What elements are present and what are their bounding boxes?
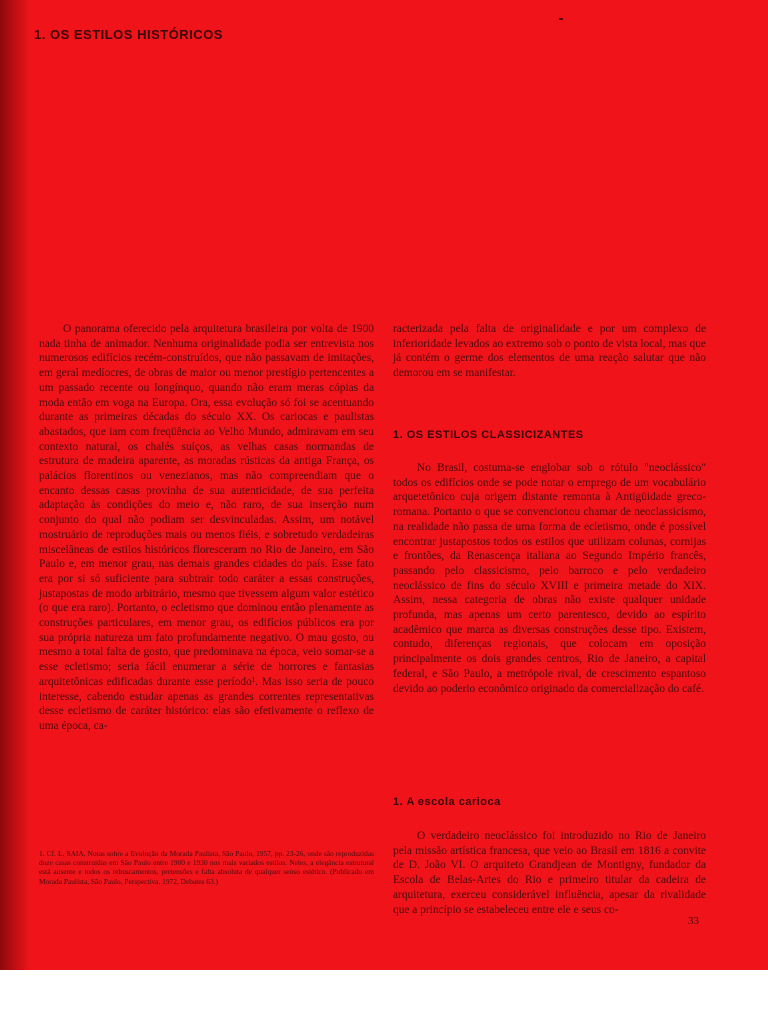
right-paragraph-3: O verdadeiro neoclássico foi introduzido no Rio de Janeiro pela missão artística francesa, que veio ao Brasil em 1816 a convite de D. João VI. O arquiteto Grandjean de Montigny, fundador da Escola de Belas-Artes do Rio e primeiro titular da cadeira de arquitetura, exerceu considerável influência, apesar da rivalidade que a princípio se estabeleceu entre ele e seus co- xyxy=(393,830,706,916)
right-column-section-2 xyxy=(393,829,706,917)
ink-speck xyxy=(559,18,563,20)
page-number: 33 xyxy=(688,915,699,927)
section-heading-classicizantes: 1. OS ESTILOS CLASSICIZANTES xyxy=(393,429,584,441)
right-column-section-1 xyxy=(393,461,706,696)
footnote: 1. Cf. L. SAIA, Notas sobre a Evolução da Morada Paulista, São Paulo, 1957, pp. 23-26, onde são reproduzidas doze casas construídas em São Paulo entre 1900 e 1930 nos mais variados estilos. Neles, a elegância estrutural está ausente e todos os rebuscamentos, pretensões e falta absoluta de qualquer senso estético. (Publicado em Morada Paulista, São Paulo, Perspectiva, 1972, Debates 63.) xyxy=(39,849,374,886)
right-paragraph-2: No Brasil, costuma-se englobar sob o rótulo "neoclássico" todos os edifícios onde se pode notar o emprego de um vocabulário arquetetônico cuja origem distante remonta à Antigüidade greco-romana. Portanto o que se convencionou chamar de neoclassicismo, na realidade não passa de uma forma de ecletismo, onde é possível encontrar justapostos todos os estilos que utilizam colunas, cornijas e frontões, da Renascença italiana ao Segundo Império francês, passando pelo classicismo, pelo barroco e pelo verdadeiro neoclássico de fins do século XVIII e primeira metade do XIX. Assim, nessa categoria de obras não existe qualquer unidade profunda, mas apenas um certo parentesco, devido ao espírito acadêmico que marca as diversas construções desse tipo. Existem, contudo, diferenças regionais, que colocam em oposição principalmente os dois grandes centros, Rio de Janeiro, a capital federal, e São Paulo, a metrópole rival, de crescimento espantoso devido ao poderio econômico originado da comercialização do café. xyxy=(393,462,706,695)
section-heading-escola-carioca: 1. A escola carioca xyxy=(393,796,501,808)
left-column xyxy=(39,322,374,734)
chapter-heading: 1. OS ESTILOS HISTÓRICOS xyxy=(34,27,223,42)
right-column-continuation xyxy=(393,322,706,381)
right-paragraph-1: racterizada pela falta de originalidade e por um complexo de inferioridade levados ao extremo sob o ponto de vista local, mas que já contém o germe dos elementos de uma reação salutar que não demorou em se manifestar. xyxy=(393,323,706,380)
left-paragraph: O panorama oferecido pela arquitetura brasileira por volta de 1900 nada tinha de animador. Nenhuma originalidade podia ser entrevista nos numerosos edifícios recém-construídos, que não passavam de imitações, em geral medíocres, de obras de maior ou menor prestígio pertencentes a um passado recente ou longínquo, quando não eram meras cópias da moda então em voga na Europa. Ora, essa evolução só foi se acentuando durante as primeiras décadas do século XX. Os cariocas e paulistas abastados, que iam com freqüência ao Velho Mundo, admiravam em seu contexto natural, os chalés suíços, as velhas casas normandas de estrutura de madeira aparente, as moradas rústicas da antiga França, os palácios florentinos ou venezianos, mas não compreendiam que o encanto dessas casas provinha de sua autenticidade, de sua perfeita adaptação às condições do meio e, não raro, de sua inserção num conjunto do qual não podiam ser desvinculadas. Assim, um notável mostruário de reproduções mais ou menos fiéis, e sobretudo verdadeiras miscelâneas de estilos históricos floresceram no Rio de Janeiro, em São Paulo e, em menor grau, nas demais grandes cidades do país. Esse fato era por si só suficiente para subtrair todo caráter a essas construções, justapostas de modo arbitrário, mesmo que tivessem algum valor estético (o que era raro). Portanto, o ecletismo que dominou então plenamente as construções particulares, em menor grau, os edifícios públicos era por sua própria natureza um fato profundamente negativo. O mau gosto, ou mesmo a total falta de gosto, que predominava na época, veio somar-se a esse ecletismo; seria fácil enumerar a série de horrores e fantasias arquitetônicas edificadas durante esse período¹. Mas isso seria de pouco interesse, cabendo estudar apenas as grandes correntes representativas desse ecletismo de caráter histórico: elas são efetivamente o reflexo de uma época, ca- xyxy=(39,323,374,732)
